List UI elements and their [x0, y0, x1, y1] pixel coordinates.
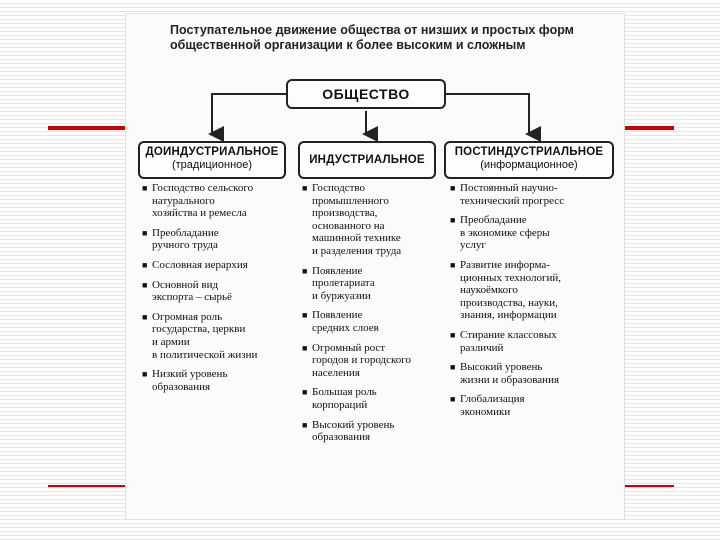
feature-item: ■ Преобладание в экономике сферы услуг — [450, 214, 550, 252]
postindustrial-box — [444, 141, 614, 179]
industrial-box — [298, 141, 436, 179]
postindustrial-subtitle: (информационное) — [480, 159, 578, 171]
bullet-icon: ■ — [450, 215, 456, 226]
bullet-icon: ■ — [450, 329, 456, 340]
bullet-icon: ■ — [142, 227, 148, 238]
feature-item: ■ Высокий уровень жизни и образования — [450, 361, 560, 386]
feature-item: ■ Господство промышленного производства, основанного на машинной технике и разделения труда — [302, 182, 402, 257]
bullet-icon: ■ — [142, 183, 148, 193]
bullet-icon: ■ — [450, 259, 456, 270]
accent-line-bottom-left — [48, 485, 126, 487]
bullet-icon: ■ — [142, 311, 148, 322]
postindustrial-label: ПОСТИНДУСТРИАЛЬНОЕ — [454, 146, 604, 158]
feature-item: ■ Появление пролетариата и буржуазии — [302, 264, 375, 302]
bullet-icon: ■ — [142, 369, 148, 380]
accent-line-top-right — [622, 126, 674, 130]
preindustrial-box — [138, 141, 286, 179]
preindustrial-label: ДОИНДУСТРИАЛЬНОЕ — [145, 146, 279, 158]
feature-item: ■ Низкий уровень образования — [142, 368, 228, 393]
bullet-icon: ■ — [302, 183, 308, 193]
bullet-icon: ■ — [302, 342, 308, 353]
bullet-icon: ■ — [302, 419, 308, 430]
feature-item: ■ Господство сельского натурального хозяйства и ремесла — [142, 182, 254, 220]
feature-item: ■ Основной вид экспорта – сырьё — [142, 278, 232, 304]
preindustrial-subtitle: (традиционное) — [171, 159, 253, 171]
bullet-icon: ■ — [450, 362, 456, 373]
industrial-label: ИНДУСТРИАЛЬНОЕ — [309, 154, 425, 166]
feature-item: ■ Высокий уровень образования — [302, 418, 395, 444]
feature-item: ■ Стирание классовых различий — [450, 328, 557, 354]
feature-item: ■ Большая роль корпораций — [302, 386, 377, 411]
society-box — [286, 79, 446, 109]
feature-item: ■ Развитие информа- ционных технологий, наукоёмкого производства, науки, знания, информации — [450, 258, 561, 322]
feature-item: ■ Постоянный научно- технический прогресс — [450, 182, 565, 207]
feature-item: ■ Глобализация экономики — [450, 393, 525, 418]
diagram-title: Поступательное движение общества от низших и простых форм общественной организации к более высоким и сложным — [170, 23, 574, 52]
bullet-icon: ■ — [302, 310, 308, 321]
bullet-icon: ■ — [302, 265, 308, 276]
feature-item: ■ Сословная иерархия — [142, 258, 248, 271]
arrow-to-preindustrial — [212, 94, 286, 134]
bullet-icon: ■ — [142, 259, 148, 270]
arrow-to-postindustrial — [446, 94, 529, 134]
feature-item: ■ Огромная роль государства, церкви и армии в политической жизни — [142, 310, 258, 361]
postindustrial-features — [450, 182, 614, 426]
bullet-icon: ■ — [142, 279, 148, 290]
bullet-icon: ■ — [450, 394, 456, 405]
feature-item: ■ Огромный рост городов и городского населения — [302, 341, 412, 379]
bullet-icon: ■ — [450, 183, 456, 193]
society-label: ОБЩЕСТВО — [322, 86, 410, 102]
feature-item: ■ Преобладание ручного труда — [142, 226, 219, 252]
preindustrial-features — [142, 182, 287, 400]
bullet-icon: ■ — [302, 387, 308, 398]
feature-item: ■ Появление средних слоев — [302, 309, 379, 334]
accent-line-bottom-right — [622, 485, 674, 487]
diagram-scan — [125, 13, 625, 520]
accent-line-top-left — [48, 126, 126, 130]
industrial-features — [302, 182, 442, 451]
